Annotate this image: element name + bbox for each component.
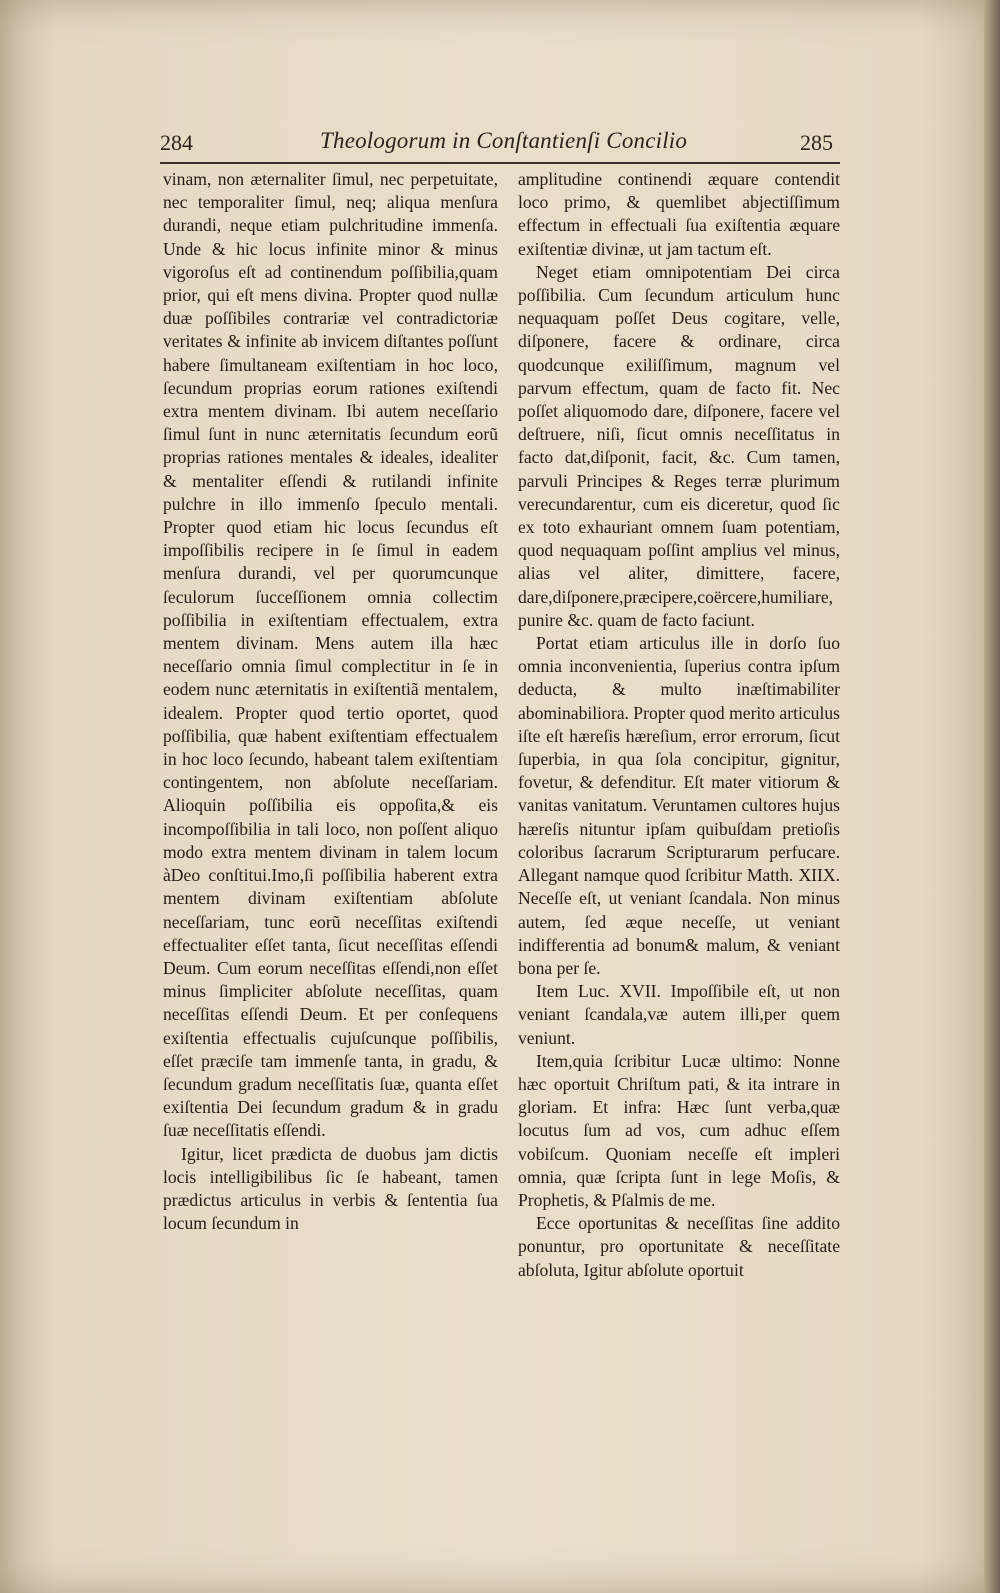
paragraph: Item Luc. XVII. Impoſſibile eſt, ut non veniant ſcandala,væ autem illi,per quem veniunt. (518, 981, 840, 1048)
running-title: Theologorum in Conſtantienſi Concilio (320, 128, 688, 153)
page-number-left: 284 (160, 130, 193, 155)
paragraph: Ecce oportunitas & neceſſitas ſine addito ponuntur, pro oportunitate & neceſſitate abſoluta, Igitur abſolute oportuit (518, 1213, 840, 1280)
left-text-column (163, 168, 498, 1235)
paragraph: amplitudine continendi æquare contendit loco primo, & quemlibet abjectiſſimum effectum in effectuali ſua exiſtentia æquare exiſtentiæ divinæ, ut jam tactum eſt. (518, 169, 840, 259)
header-rule (160, 162, 840, 164)
page-header (0, 130, 1000, 170)
right-text-column (518, 168, 840, 1282)
page-number-right: 285 (800, 130, 833, 155)
paragraph: vinam, non æternaliter ſimul, nec perpetuitate, nec temporaliter ſimul, neq; aliqua menſura durandi, neque etiam pulchritudine immenſa. Unde & hic locus infinite minor & minus vigoroſus eſt ad continendum poſſibilia,quam prior, qui eſt mens divina. Propter quod nullæ duæ poſſibiles contrariæ vel contradictoriæ veritates & infinite ab invicem diſtantes poſſunt habere ſimultaneam exiſtentiam in hoc loco, ſecundum proprias eorum rationes exiſtendi extra mentem divinam. Ibi autem neceſſario ſimul ſunt in nunc æternitatis ſecundum eorũ proprias rationes mentales & ideales, idealiter & mentaliter eſſendi & rutilandi infinite pulchre in illo immenſo ſpeculo mentali. Propter quod etiam hic locus ſecundus eſt impoſſibilis recipere in ſe ſimul in eadem menſura durandi, vel per quorumcunque ſeculorum ſucceſſionem omnia collectim poſſibilia in exiſtentiam effectualem, extra mentem divinam. Mens autem illa hæc neceſſario omnia ſimul complectitur in ſe in eodem nunc æternitatis in exiſtentiã mentalem, idealem. Propter quod tertio oportet, quod poſſibilia, quæ habent exiſtentiam effectualem in hoc loco ſecundo, habeant talem exiſtentiam contingentem, non abſolute neceſſariam. Alioquin poſſibilia eis oppoſita,& eis incompoſſibilia in tali loco, non poſſent aliquo modo extra mentem divinam in talem locum àDeo conſtitui.Imo,ſi poſſibilia haberent extra mentem divinam exiſtentiam abſolute neceſſariam, tunc eorũ neceſſitas exiſtendi effectualiter eſſet tanta, ſicut neceſſitas eſſendi Deum. Cum eorum neceſſitas eſſendi,non eſſet minus ſimpliciter abſolute neceſſitas, quam neceſſitas eſſendi Deum. Et per conſequens exiſtentia effectualis cujuſcunque poſſibilis, eſſet præciſe tam immenſe tanta, in gradu, & ſecundum gradum neceſſitatis ſuæ, quanta eſſet exiſtentia Dei ſecundum gradum & in gradu ſuæ neceſſitatis eſſendi. (163, 169, 498, 1141)
book-spine-edge (984, 0, 1000, 1593)
paragraph: Portat etiam articulus ille in dorſo ſuo omnia inconvenientia, ſuperius contra ipſum deducta, & multo inæſtimabiliter abominabiliora. Propter quod merito articulus iſte eſt hæreſis hæreſium, error errorum, ſicut ſuperbia, in qua ſola concipitur, gignitur, fovetur, & defenditur. Eſt mater vitiorum & vanitas vanitatum. Veruntamen cultores hujus hæreſis nituntur ipſam quibuſdam pretioſis coloribus ſacrarum Scripturarum perfucare. Allegant namque quod ſcribitur Matth. XIIX. Neceſſe eſt, ut veniant ſcandala. Non minus autem, ſed æque neceſſe, ut veniant indifferentia ad bonum& malum, & veniant bona per ſe. (518, 633, 840, 978)
paragraph: Item,quia ſcribitur Lucæ ultimo: Nonne hæc oportuit Chriſtum pati, & ita intrare in gloriam. Et infra: Hæc ſunt verba,quæ locutus ſum ad vos, cum adhuc eſſem vobiſcum. Quoniam neceſſe eſt impleri omnia, quæ ſcripta ſunt in lege Moſis, & Prophetis, & Pſalmis de me. (518, 1050, 840, 1210)
paragraph: Neget etiam omnipotentiam Dei circa poſſibilia. Cum ſecundum articulum hunc nequaquam poſſet Deus cogitare, velle, diſponere, facere & ordinare, circa quodcunque exiliſſimum, magnum vel parvum effectum, quam de facto fit. Nec poſſet aliquomodo dare, diſponere, facere vel deſtruere, niſi, ſicut omnis neceſſitatus in facto dat,diſponit, facit, &c. Cum tamen, parvuli Principes & Reges terræ plurimum verecundarentur, cum eis diceretur, quod ſic ex toto exhauriant omnem ſuam potentiam, quod nequaquam poſſint amplius vel minus, alias vel aliter, dimittere, facere, dare,diſponere,præcipere,coërcere,humiliare, punire &c. quam de facto faciunt. (518, 261, 840, 630)
paragraph: Igitur, licet prædicta de duobus jam dictis locis intelligibilibus ſic ſe habeant, tamen prædictus articulus in verbis & ſententia ſua locum ſecundum in (163, 1143, 498, 1234)
